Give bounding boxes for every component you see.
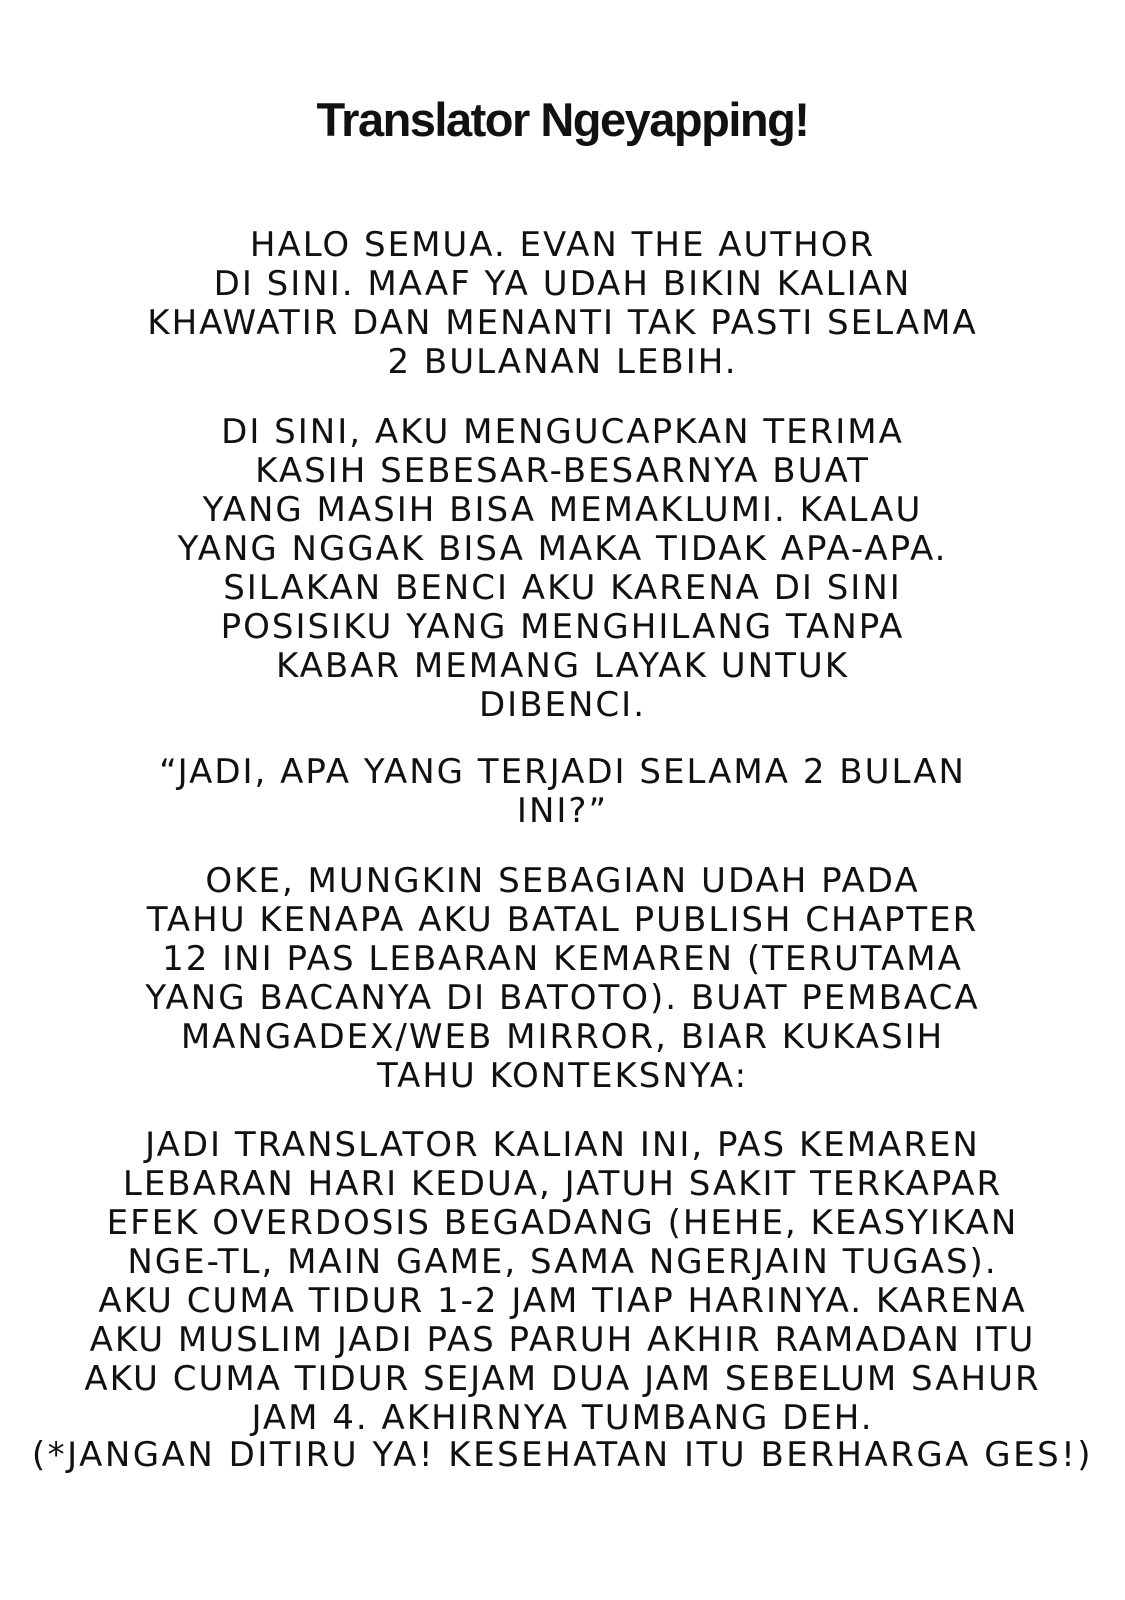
paragraph-greeting: HALO SEMUA. EVAN THE AUTHOR DI SINI. MAAF YA UDAH BIKIN KALIAN KHAWATIR DAN MENANTI TAK PASTI SELAMA 2 BULANAN LEBIH. xyxy=(147,225,978,382)
page-title: Translator Ngeyapping! xyxy=(316,93,809,146)
paragraph-footnote: (*JANGAN DITIRU YA! KESEHATAN ITU BERHARGA GES!) xyxy=(31,1435,1094,1475)
paragraph-thanks: DI SINI, AKU MENGUCAPKAN TERIMA KASIH SEBESAR-BESARNYA BUAT YANG MASIH BISA MEMAKLUMI. KALAU YANG NGGAK BISA MAKA TIDAK APA-APA. SILAKAN BENCI AKU KARENA DI SINI POSISIKU YANG MENGHILANG TANPA KABAR MEMANG LAYAK UNTUK DIBENCI. xyxy=(177,412,948,725)
paragraph-story: JADI TRANSLATOR KALIAN INI, PAS KEMAREN LEBARAN HARI KEDUA, JATUH SAKIT TERKAPAR EFEK OVERDOSIS BEGADANG (HEHE, KEASYIKAN NGE-TL, MAIN GAME, SAMA NGERJAIN TUGAS). AKU CUMA TIDUR 1-2 JAM TIAP HARINYA. KARENA AKU MUSLIM JADI PAS PARUH AKHIR RAMADAN ITU AKU CUMA TIDUR SEJAM DUA JAM SEBELUM SAHUR JAM 4. AKHIRNYA TUMBANG DEH. xyxy=(84,1125,1041,1438)
paragraph-context: OKE, MUNGKIN SEBAGIAN UDAH PADA TAHU KENAPA AKU BATAL PUBLISH CHAPTER 12 INI PAS LEBARAN KEMAREN (TERUTAMA YANG BACANYA DI BATOTO). BUAT PEMBACA MANGADEX/WEB MIRROR, BIAR KUKASIH TAHU KONTEKSNYA: xyxy=(145,861,980,1096)
paragraph-question: “JADI, APA YANG TERJADI SELAMA 2 BULAN INI?” xyxy=(159,752,966,831)
